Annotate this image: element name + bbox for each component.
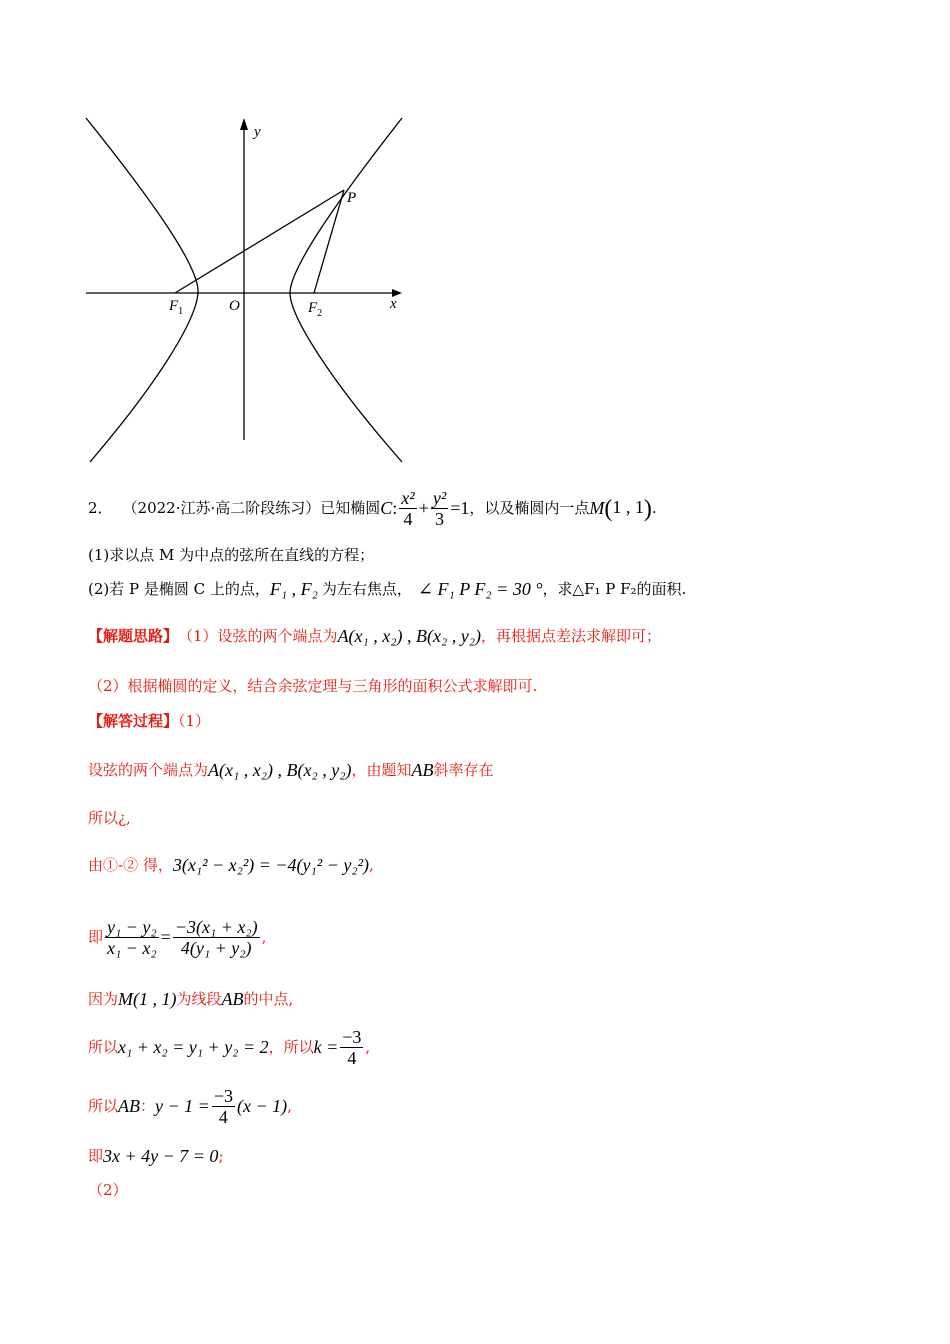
ellipse-frac-y: $\frac{\text{y²}}{3}$	[432, 487, 447, 529]
point-m: M	[589, 498, 605, 518]
label-y: y	[254, 124, 261, 140]
point-m-coords: (1 , 1)	[604, 495, 652, 522]
ellipse-frac-x: $\frac{\text{x²}}{4}$	[401, 487, 415, 529]
solution-line-6: 所以 x₁ + x₂ = y₁ + y₂ = 2 ，所以 k = $\frac{-3}{4}$ ,	[88, 1026, 371, 1068]
label-f1: $F_1$	[169, 298, 184, 317]
process-heading: 【解答过程】（1）	[88, 712, 211, 730]
y-axis-arrow	[240, 118, 248, 130]
problem-part2: (2)若 P 是椭圆 C 上的点， F₁ , F₂ 为左右焦点， ∠ F₁ P F₂ = 30 ° ，求△F₁ P F₂的面积.	[88, 579, 687, 599]
solution-line-2: 所以¿,	[88, 809, 131, 827]
problem-mid-text: ，以及椭圆内一点	[469, 499, 590, 517]
problem-end: .	[651, 499, 657, 517]
label-f2: $F_2$	[308, 300, 323, 319]
problem-source: （2022·江苏·高二阶段练习）已知椭圆	[122, 499, 381, 517]
problem-number: 2．	[88, 499, 113, 517]
ellipse-colon: :	[392, 498, 398, 518]
solution-line-5: 因为 M(1 , 1) 为线段 AB 的中点,	[88, 989, 294, 1009]
problem-part1: (1)求以点 M 为中点的弦所在直线的方程；	[88, 546, 375, 564]
solution-line-9: （2）	[88, 1181, 128, 1199]
solution-line-1: 设弦的两个端点为 A(x₁ , x₂) , B(x₂ , y₂) ，由题知 AB 斜率存在	[88, 760, 494, 780]
label-p: P	[347, 190, 357, 206]
solution-line-7: 所以 AB ： y − 1 = $\frac{-3}{4}$ (x − 1) ,	[88, 1085, 292, 1127]
idea-line-1: 【解题思路】 （1）设弦的两个端点为 A(x₁ , x₂) , B(x₂ , y₂) ，再根据点差法求解即可；	[88, 626, 662, 646]
ellipse-rhs: =1	[450, 498, 470, 518]
solution-line-3: 由①-② 得， 3(x₁² − x₂²) = −4(y₁² − y₂²) ,	[88, 855, 374, 875]
hyperbola-right-branch	[290, 118, 402, 462]
ellipse-name: C	[380, 498, 393, 518]
hyperbola-figure	[80, 110, 410, 470]
idea-line-2: （2）根据椭圆的定义，结合余弦定理与三角形的面积公式求解即可.	[88, 677, 538, 695]
ellipse-plus: +	[418, 498, 429, 518]
process-label: 【解答过程】	[88, 712, 179, 730]
label-origin: O	[229, 298, 240, 314]
solution-line-8: 即 3x + 4y − 7 = 0 ;	[88, 1146, 224, 1166]
label-x: x	[390, 296, 397, 312]
idea-label: 【解题思路】	[88, 627, 179, 645]
problem-line	[88, 486, 657, 530]
hyperbola-left-branch	[86, 118, 198, 462]
solution-line-4: 即 $\frac{\text{y₁ − y₂}}{\text{x₁ − x₂}}$ = $\frac{\text{−3(x₁ + x₂)}}{\text{4(y₁ + y₂)}}$ ,	[88, 916, 267, 958]
